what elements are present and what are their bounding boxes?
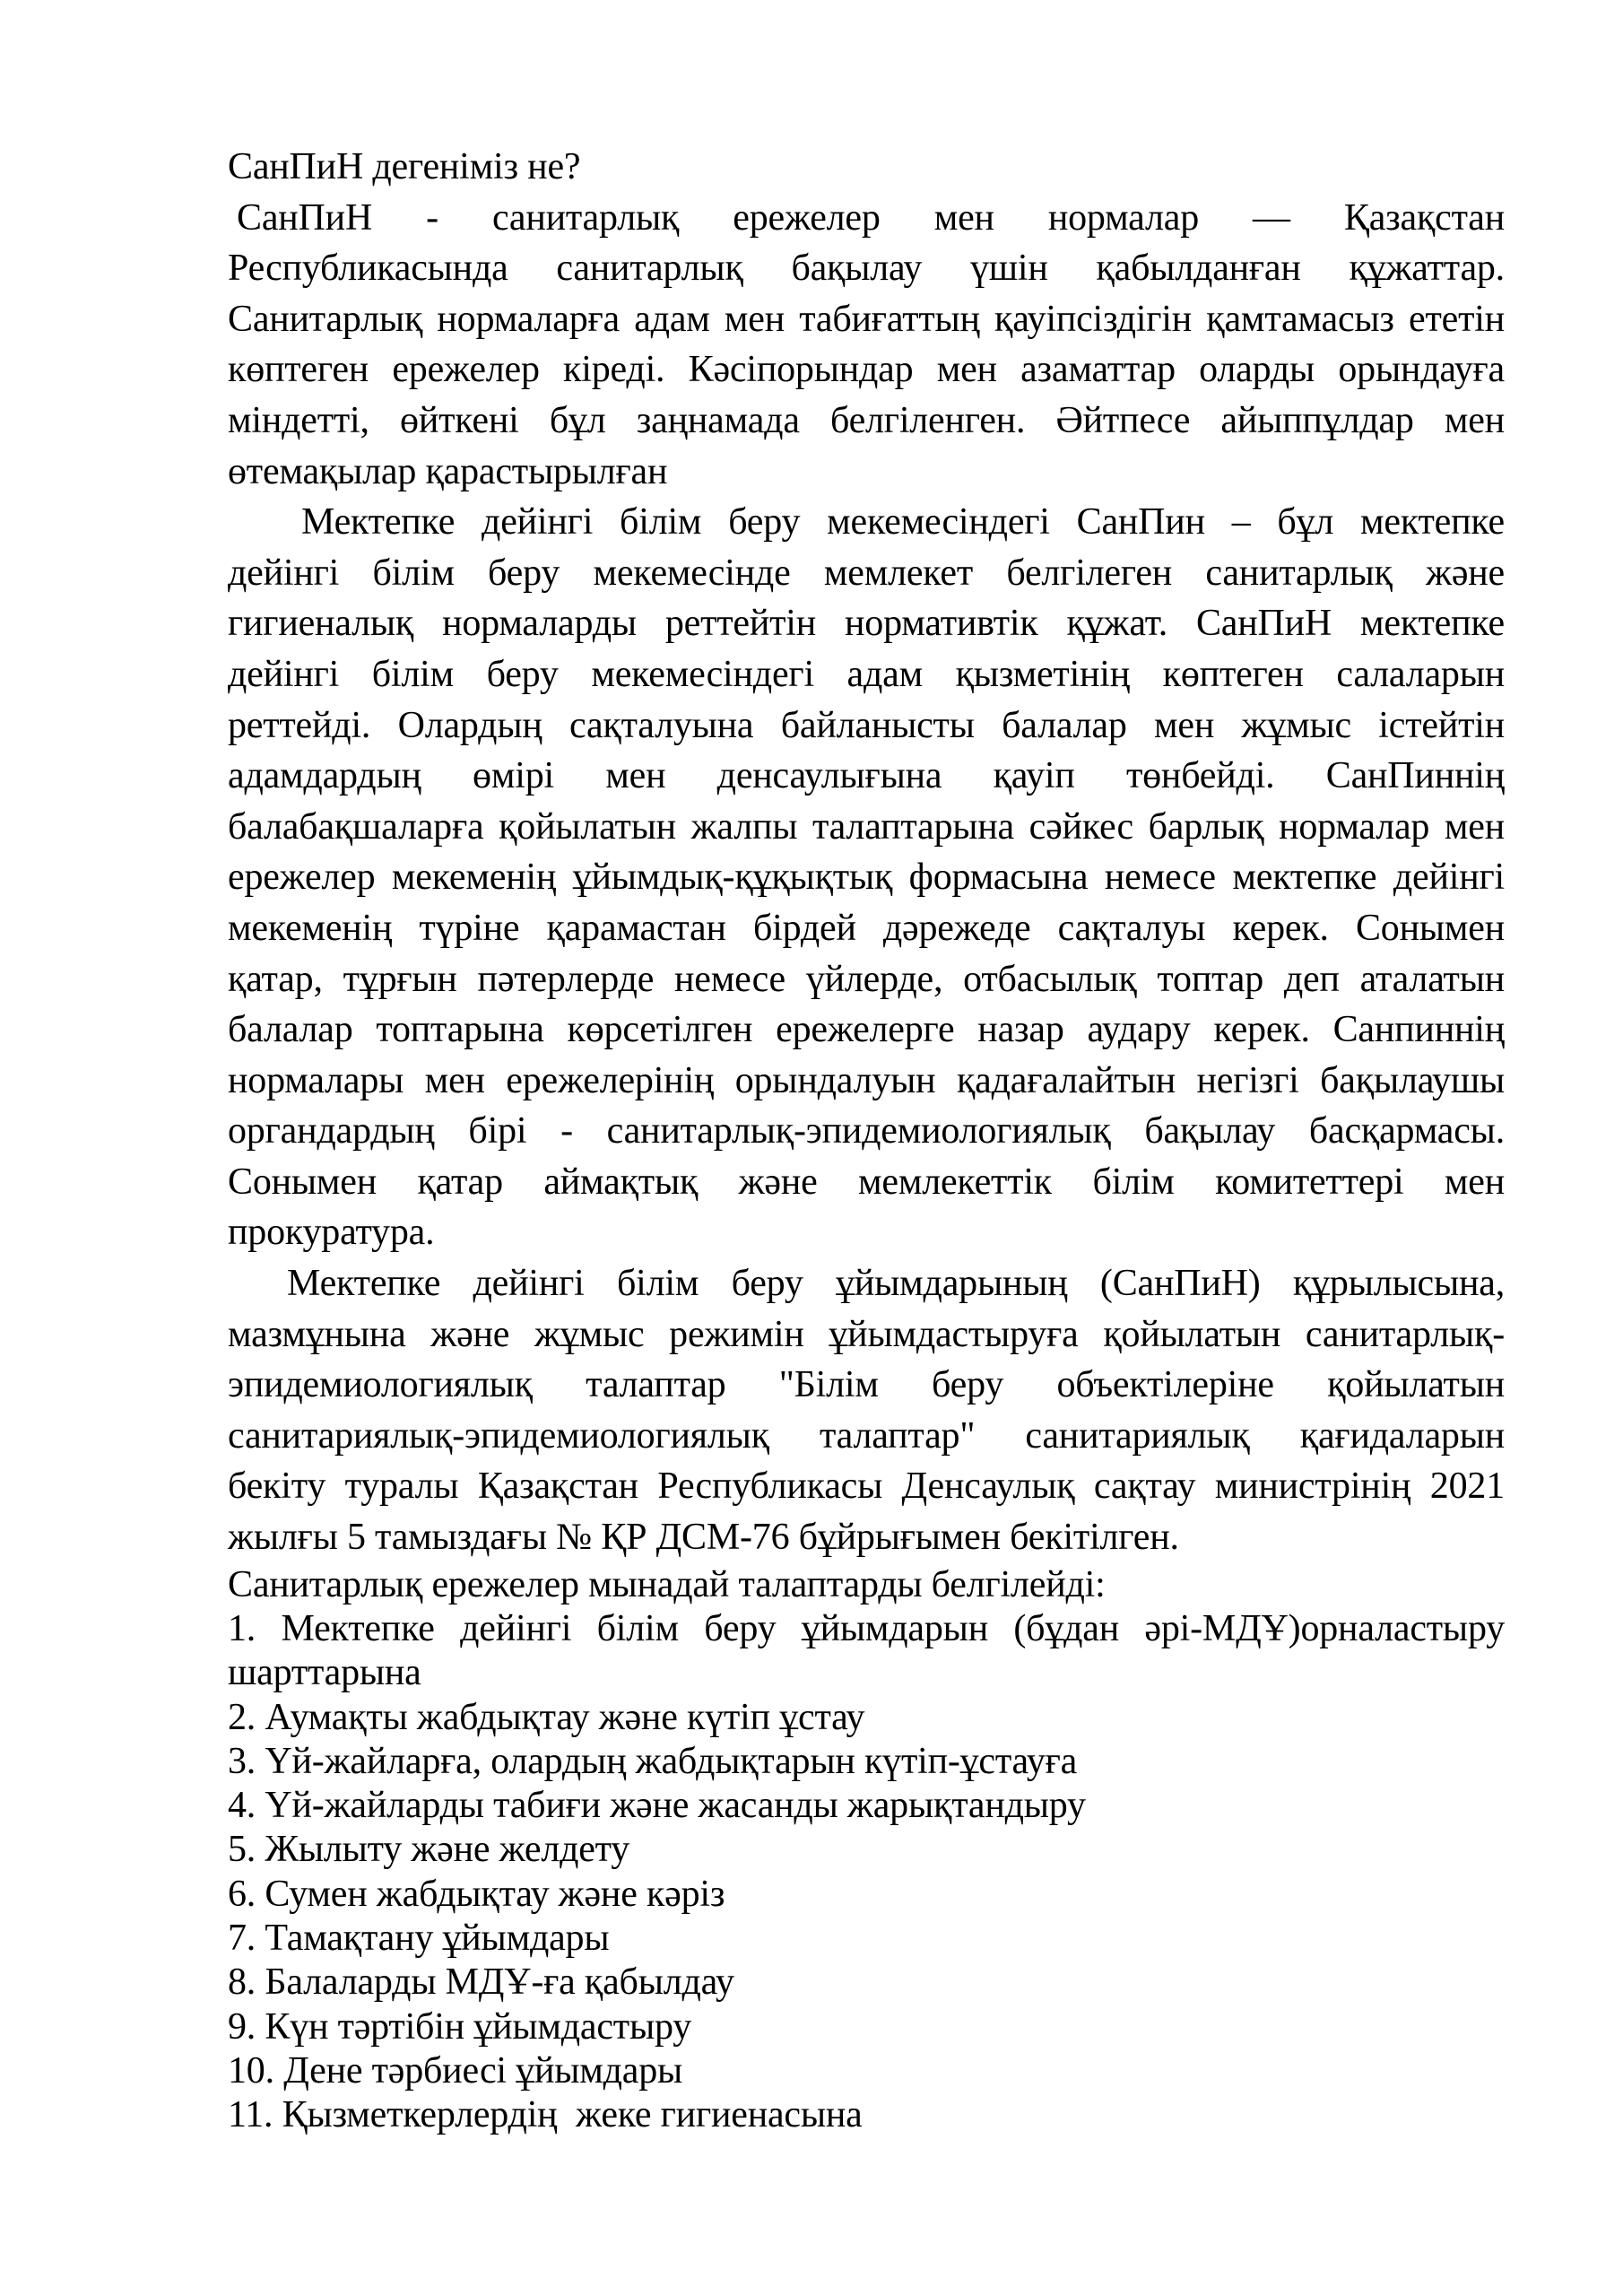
text-line: 4. Үй-жайларды табиғи және жасанды жарықтандыру [228, 1785, 1086, 1827]
text-line: 2. Аумақты жабдықтау және күтіп ұстау [228, 1696, 865, 1738]
text-line: балалар топтарына көрсетілген ережелерге назар аудару керек. Санпиннің [228, 1009, 1505, 1051]
text-line: эпидемиологиялық талаптар "Білім беру объектілеріне қойылатын [228, 1364, 1505, 1406]
text-line: Мектепке дейінгі білім беру ұйымдарының (СанПиН) құрылысына, [287, 1263, 1505, 1305]
text-line: 3. Үй-жайларға, олардың жабдықтарын күтіп-ұстауға [228, 1740, 1078, 1782]
text-line: қатар, тұрғын пәтерлерде немесе үйлерде, отбасылық топтар деп аталатын [228, 958, 1505, 1000]
text-line: прокуратура. [228, 1212, 435, 1254]
text-line: мазмұнына және жұмыс режимін ұйымдастыруға қойылатын санитарлық- [228, 1313, 1505, 1355]
document-body [228, 142, 1505, 2137]
text-line: балабақшаларға қойылатын жалпы талаптарына сәйкес барлық нормалар мен [228, 805, 1505, 848]
text-line: Сонымен қатар аймақтық және мемлекеттік білім комитеттері мен [228, 1161, 1505, 1203]
text-line: өтемақылар қарастырылған [228, 450, 668, 492]
document-page [228, 142, 1505, 2137]
text-line: мекеменің түріне қарамастан бірдей дәрежеде сақталуы керек. Сонымен [228, 907, 1505, 949]
text-line: нормалары мен ережелерінің орындалуын қадағалайтын негізгі бақылаушы [228, 1059, 1505, 1101]
text-line: 8. Балаларды МДҰ-ға қабылдау [228, 1961, 734, 2004]
text-line: 6. Сумен жабдықтау және кәріз [228, 1873, 725, 1915]
text-line: Мектепке дейінгі білім беру мекемесіндегі СанПин – бұл мектепке [301, 501, 1505, 544]
text-line: 1. Мектепке дейінгі білім беру ұйымдарын (бұдан әрі-МДҰ)орналастыру [228, 1607, 1505, 1649]
text-line: 10. Дене тәрбиесі ұйымдары [228, 2049, 683, 2092]
text-line: органдардың бірі - санитарлық-эпидемиологиялық бақылау басқармасы. [228, 1110, 1505, 1152]
text-line: Санитарлық ережелер мынадай талаптарды белгілейді: [228, 1563, 1106, 1605]
text-line: дейінгі білім беру мекемесінде мемлекет белгілеген санитарлық және [228, 552, 1505, 594]
text-line: шарттарына [228, 1652, 421, 1694]
text-line: дейінгі білім беру мекемесіндегі адам қызметінің көптеген салаларын [228, 653, 1505, 695]
text-line: Республикасында санитарлық бақылау үшін қабылданған құжаттар. [228, 248, 1505, 290]
text-line: гигиеналық нормаларды реттейтін нормативтік құжат. СанПиН мектепке [228, 603, 1505, 645]
text-line: жылғы 5 тамыздағы № ҚР ДСМ-76 бұйрығымен бекітілген. [228, 1517, 1179, 1559]
text-line: 9. Күн тәртібін ұйымдастыру [228, 2005, 692, 2048]
text-line: 5. Жылыту және желдету [228, 1829, 630, 1871]
text-line: санитариялық-эпидемиологиялық талаптар" санитариялық қағидаларын [228, 1414, 1505, 1457]
text-line: СанПиН - санитарлық ережелер мен нормалар — Қазақстан [237, 196, 1505, 239]
text-line: Санитарлық нормаларға адам мен табиғаттың қауіпсіздігін қамтамасыз ететін [228, 298, 1505, 340]
text-line: 7. Тамақтану ұйымдары [228, 1918, 610, 1959]
text-line: 11. Қызметкерлердің жеке гигиенасына [228, 2094, 863, 2136]
text-line: адамдардың өмірі мен денсаулығына қауіп төнбейді. СанПиннің [228, 755, 1505, 797]
text-line: көптеген ережелер кіреді. Кәсіпорындар мен азаматтар оларды орындауға [228, 349, 1505, 391]
text-line: СанПиН дегеніміз не? [228, 146, 581, 187]
text-line: реттейді. Олардың сақталуына байланысты балалар мен жұмыс істейтін [228, 704, 1505, 746]
text-line: бекіту туралы Қазақстан Республикасы Денсаулық сақтау министрінің 2021 [228, 1465, 1505, 1508]
text-line: ережелер мекеменің ұйымдық-құқықтық формасына немесе мектепке дейінгі [228, 857, 1505, 899]
text-line: міндетті, өйткені бұл заңнамада белгіленген. Әйтпесе айыппұлдар мен [228, 399, 1505, 441]
